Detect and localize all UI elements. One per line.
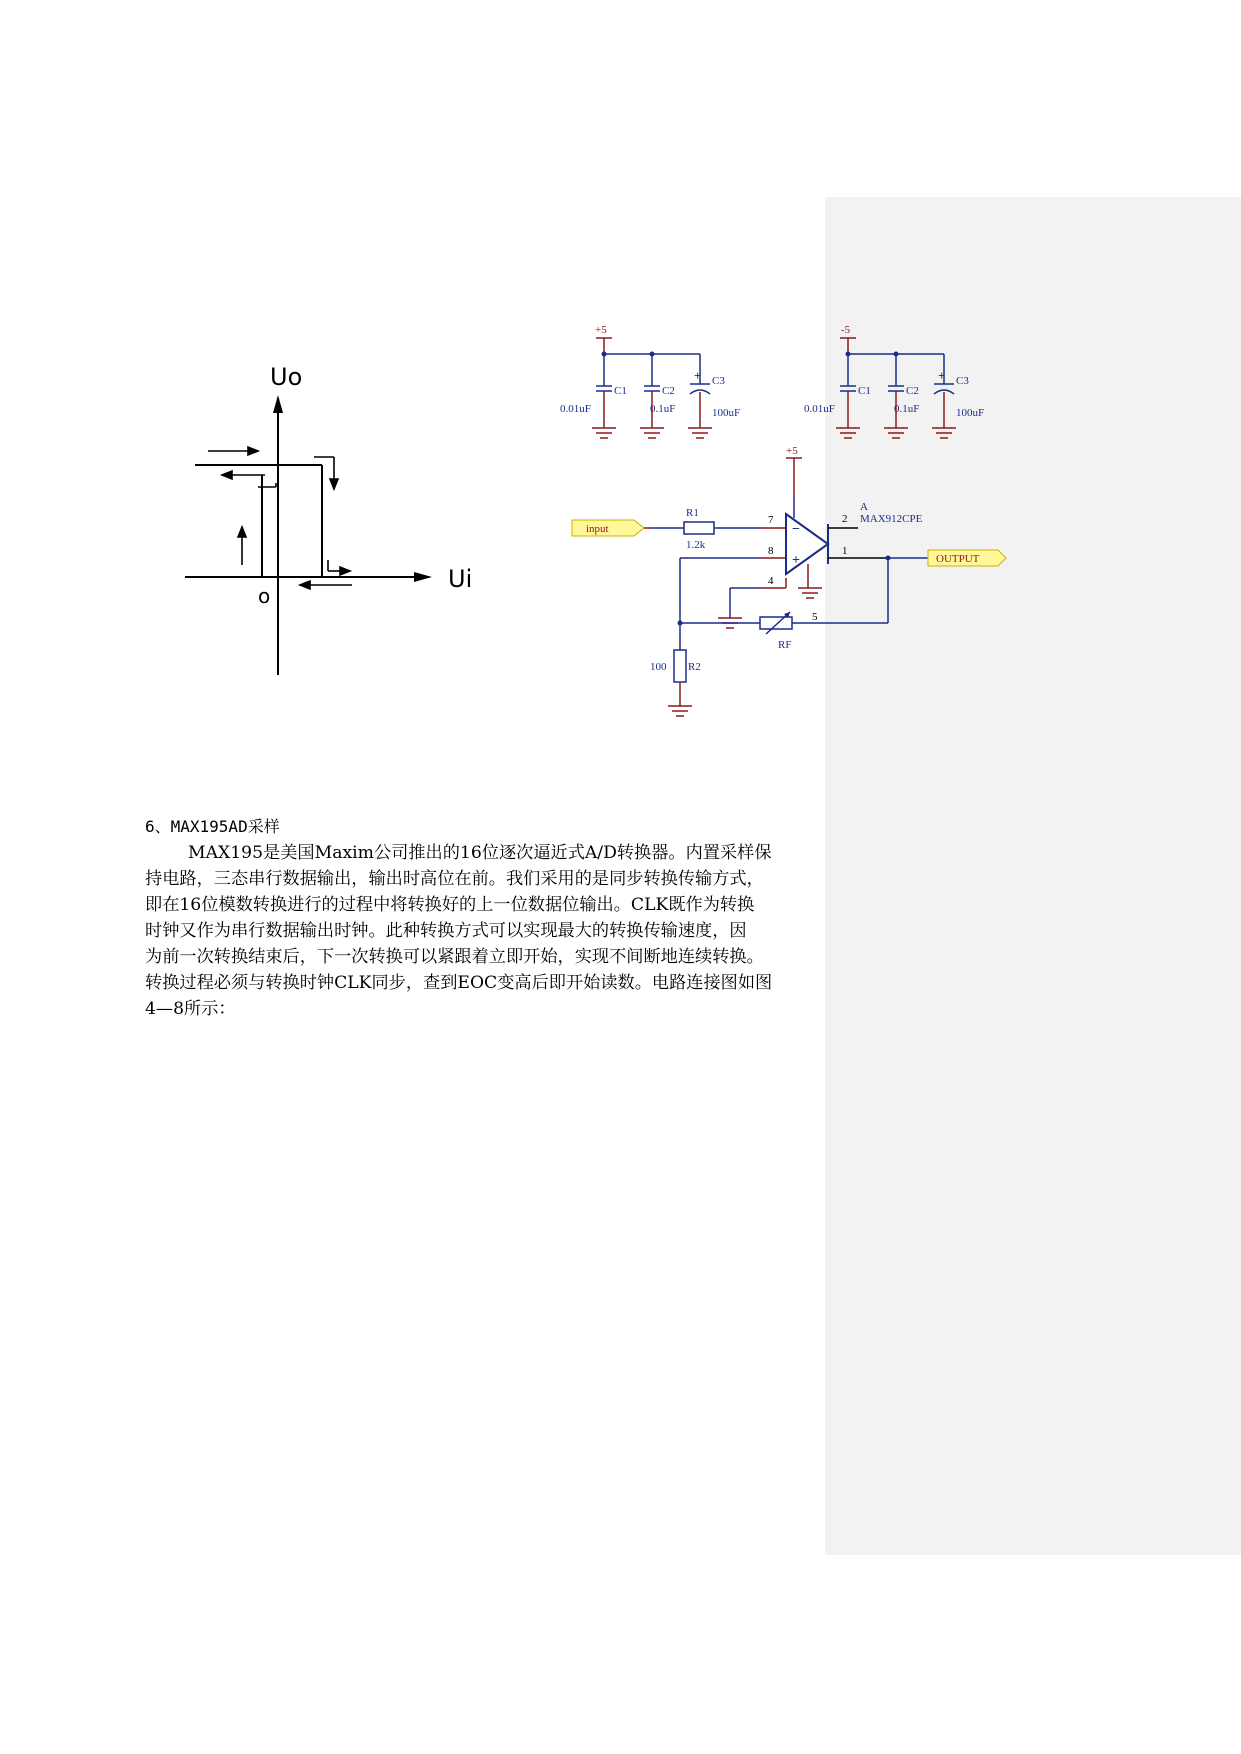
rf-name: RF [778,639,792,651]
c2-name-left: C2 [662,385,675,397]
r1-name: R1 [686,507,699,519]
y-axis-label: Uo [270,363,303,391]
pin-1: 1 [842,545,848,557]
paragraph-line: MAX195是美国Maxim公司推出的16位逐次逼近式A/D转换器。内置采样保 [188,843,772,863]
paragraph-line: 4—8所示： [145,999,236,1019]
paragraph-line: 持电路，三态串行数据输出，输出时高位在前。我们采用的是同步转换传输方式， [145,869,764,889]
section-paragraph [145,840,815,1022]
hysteresis-figure [170,355,510,685]
paragraph-line: 转换过程必须与转换时钟CLK同步，查到EOC变高后即开始读数。电路连接图如图 [145,973,773,993]
pin-5: 5 [812,611,818,623]
c3-value-right: 100uF [956,407,985,419]
input-port-label: input [586,523,609,535]
decoupling-left [560,324,740,438]
c2-name-right: C2 [906,385,919,397]
comparator-circuit [560,318,1030,758]
output-port-label: OUTPUT [936,553,980,565]
c1-name-right: C1 [858,385,871,397]
paragraph-line: 即在16位模数转换进行的过程中将转换好的上一位数据位输出。CLK既作为转换 [145,895,755,915]
c3-polarity-left: + [694,368,702,383]
rail-label-left: +5 [595,324,607,336]
c3-name-right: C3 [956,375,969,387]
c1-name-left: C1 [614,385,627,397]
origin-label: o [258,584,271,608]
c1-value-left: 0.01uF [560,403,591,415]
x-axis-label: Ui [448,565,473,593]
comparator-supply-label: +5 [786,445,798,457]
decoupling-right [804,324,984,438]
c3-value-left: 100uF [712,407,741,419]
c1-value-right: 0.01uF [804,403,835,415]
x-axis-arrow-icon [414,572,432,582]
r2-name: R2 [688,661,701,673]
comparator-minus: − [792,522,800,537]
r1-resistor [684,522,714,534]
r2-value: 100 [650,661,667,673]
section-heading: 6、MAX195AD采样 [145,817,280,836]
comparator-part: MAX912CPE [860,513,923,525]
pin-7: 7 [768,514,774,526]
pin-8: 8 [768,545,774,557]
c3-polarity-right: + [938,368,946,383]
c3-name-left: C3 [712,375,725,387]
comparator-plus: + [792,553,800,568]
rail-label-right: -5 [841,324,851,336]
rf-resistor [760,617,792,629]
r2-resistor [674,650,686,682]
c2-value-left: 0.1uF [650,403,676,415]
comparator-designator: A [860,501,868,513]
y-axis-arrow-icon [273,395,283,413]
paragraph-line: 时钟又作为串行数据输出时钟。此种转换方式可以实现最大的转换传输速度，因 [145,921,747,941]
r1-value: 1.2k [686,539,706,551]
pin-2: 2 [842,513,848,525]
c2-value-right: 0.1uF [894,403,920,415]
paragraph-line: 为前一次转换结束后，下一次转换可以紧跟着立即开始，实现不间断地连续转换。 [145,947,764,967]
pin-4: 4 [768,575,774,587]
